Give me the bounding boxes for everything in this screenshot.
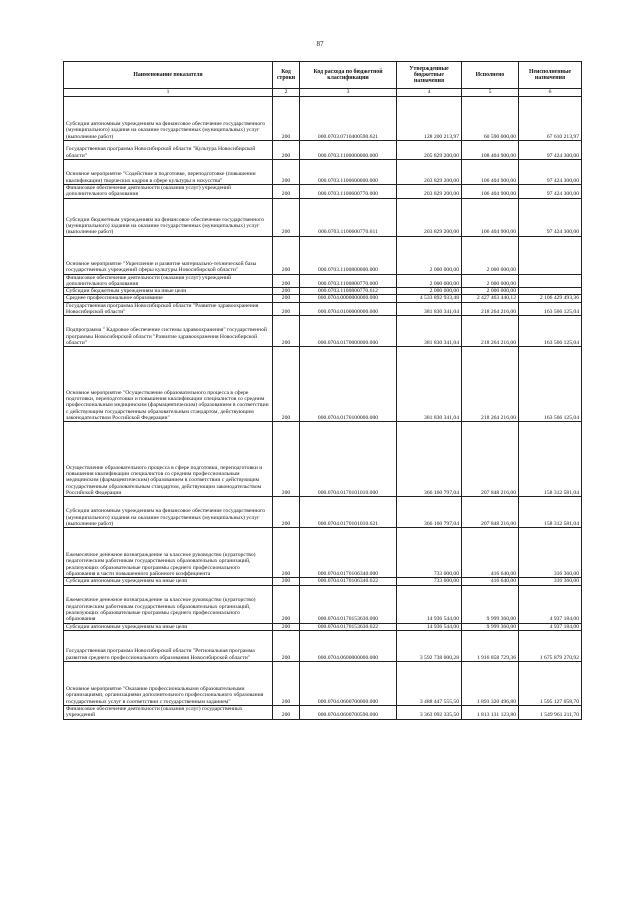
table-row — [64, 295, 582, 302]
row-name: Субсидии автономным учреждениям на финансовое обеспечение государственного (муниципального) задания на оказание государственных (муниципальных) услуг (выполнение работ) — [64, 97, 273, 141]
row-line-code: 200 — [273, 497, 300, 528]
row-unexecuted: 97 424 300,00 — [519, 198, 582, 236]
table-row — [64, 288, 582, 295]
row-name: Субсидии автономным учреждениям на финансовое обеспечение государственного (муниципального) задания на оказание государственных (муниципальных) услуг (выполнение работ) — [64, 497, 273, 528]
column-number: 6 — [519, 89, 582, 97]
row-approved: 203 829 200,00 — [397, 198, 462, 236]
row-budget-code: 000.0703.1100800770.612 — [300, 288, 397, 295]
row-approved: 381 830 341,04 — [397, 316, 462, 347]
row-executed: 416 640,00 — [462, 578, 519, 585]
table-row — [64, 185, 582, 199]
row-approved: 366 160 797,04 — [397, 497, 462, 528]
row-name: Финансовое обеспечение деятельности (оказания услуг) учреждений дополнительного образования — [64, 274, 273, 288]
row-executed: 1 893 320 496,80 — [462, 661, 519, 705]
row-name: Среднее профессиональное образование — [64, 295, 273, 302]
row-approved: 14 936 544,00 — [397, 585, 462, 623]
row-unexecuted: 163 566 125,04 — [519, 302, 582, 316]
row-name: Государственная программа Новосибирской области "Региональная программа развития среднего профессионального образования Новосибирской области" — [64, 630, 273, 661]
row-budget-code: 000.0704.0600700590.000 — [300, 705, 397, 719]
table-row — [64, 623, 582, 630]
table-row — [64, 274, 582, 288]
row-executed: 2 427 463 440,12 — [462, 295, 519, 302]
row-executed: 207 848 216,00 — [462, 422, 519, 497]
row-budget-code: 000.0704.0600000000.000 — [300, 630, 397, 661]
header-name: Наименование показателя — [64, 62, 273, 89]
row-budget-code: 000.0704.0170101010.621 — [300, 497, 397, 528]
table-row — [64, 630, 582, 661]
row-approved: 381 830 341,04 — [397, 302, 462, 316]
row-approved: 733 000,00 — [397, 578, 462, 585]
table-row — [64, 347, 582, 422]
header-unexecuted: Неисполненные назначения — [519, 62, 582, 89]
table-row — [64, 497, 582, 528]
row-executed: 9 999 360,00 — [462, 585, 519, 623]
row-name: Финансовое обеспечение деятельности (оказания услуг) учреждений дополнительного образования — [64, 185, 273, 199]
row-name: Субсидии бюджетным учреждениям на иные цели — [64, 288, 273, 295]
row-line-code: 200 — [273, 295, 300, 302]
row-approved: 203 829 200,00 — [397, 185, 462, 199]
row-name: Основное мероприятие "Укрепление и развитие материально-технической базы государственных учреждений сферы культуры Новосибирской области" — [64, 236, 273, 274]
row-line-code: 200 — [273, 528, 300, 578]
header-budget-code: Код расхода по бюджетной классификации — [300, 62, 397, 89]
row-unexecuted: 67 610 213,97 — [519, 97, 582, 141]
row-unexecuted: 163 566 125,04 — [519, 316, 582, 347]
row-executed: 207 848 216,00 — [462, 497, 519, 528]
row-name: Субсидии автономным учреждениям на иные цели — [64, 623, 273, 630]
row-budget-code: 000.0703.1100600770.000 — [300, 185, 397, 199]
row-name: Ежемесячное денежное вознаграждение за классное руководство (кураторство) педагогическим работникам государственных образовательных организаций, реализующих образовательные программы среднего профессионального образования в части повышенного районного коэффициента — [64, 528, 273, 578]
row-unexecuted — [519, 274, 582, 288]
row-line-code: 200 — [273, 630, 300, 661]
row-budget-code: 000.0704.0000000000.000 — [300, 295, 397, 302]
row-executed: 1 916 858 729,36 — [462, 630, 519, 661]
row-line-code: 200 — [273, 97, 300, 141]
row-name: Подпрограмма " Кадровое обеспечение системы здравоохранения" государственной программы Новосибирской области "Развитие здравоохранения Новосибирской области" — [64, 316, 273, 347]
table-row — [64, 198, 582, 236]
row-budget-code: 000.0703.1100000000.000 — [300, 141, 397, 160]
row-executed: 106 404 900,00 — [462, 185, 519, 199]
row-budget-code: 000.0703.0710400590.621 — [300, 97, 397, 141]
row-name: Основное мероприятие "Содействие в подготовке, переподготовке (повышении квалификации) творческих кадров в сфере культуры и искусства" — [64, 160, 273, 185]
header-approved: Утвержденные бюджетные назначения — [397, 62, 462, 89]
row-unexecuted: 163 566 125,04 — [519, 347, 582, 422]
column-number: 1 — [64, 89, 273, 97]
row-executed: 2 000 000,00 — [462, 274, 519, 288]
row-approved: 3 488 447 555,50 — [397, 661, 462, 705]
row-unexecuted — [519, 288, 582, 295]
row-executed: 218 264 216,00 — [462, 302, 519, 316]
row-budget-code: 000.0703.1100600770.611 — [300, 198, 397, 236]
row-line-code: 200 — [273, 585, 300, 623]
header-row — [64, 62, 582, 89]
row-approved: 381 830 341,04 — [397, 347, 462, 422]
row-line-code: 200 — [273, 236, 300, 274]
header-line-code: Код строки — [273, 62, 300, 89]
page-number: 87 — [316, 40, 324, 48]
row-line-code: 200 — [273, 661, 300, 705]
table-row — [64, 422, 582, 497]
row-approved: 203 829 200,00 — [397, 160, 462, 185]
table-row — [64, 97, 582, 141]
row-unexecuted: 97 424 300,00 — [519, 160, 582, 185]
row-unexecuted: 316 360,00 — [519, 578, 582, 585]
row-executed: 9 999 360,00 — [462, 623, 519, 630]
row-budget-code: 000.0704.0170000000.000 — [300, 316, 397, 347]
row-unexecuted: 97 424 300,00 — [519, 185, 582, 199]
row-line-code: 200 — [273, 422, 300, 497]
row-approved: 733 000,00 — [397, 528, 462, 578]
row-budget-code: 000.0703.1100800000.000 — [300, 236, 397, 274]
table-row — [64, 705, 582, 719]
table-row — [64, 528, 582, 578]
row-approved: 4 533 892 933,48 — [397, 295, 462, 302]
row-unexecuted: 1 595 127 058,70 — [519, 661, 582, 705]
row-unexecuted: 97 424 300,00 — [519, 141, 582, 160]
row-line-code: 200 — [273, 302, 300, 316]
row-approved: 205 829 200,00 — [397, 141, 462, 160]
row-unexecuted: 1 549 961 211,70 — [519, 705, 582, 719]
column-number: 3 — [300, 89, 397, 97]
row-unexecuted — [519, 236, 582, 274]
row-name: Субсидии бюджетным учреждениям на финансовое обеспечение государственного (муниципального) задания на оказание государственных (муниципальных) услуг (выполнение работ) — [64, 198, 273, 236]
column-number: 4 — [397, 89, 462, 97]
row-unexecuted: 158 312 581,04 — [519, 422, 582, 497]
row-approved: 128 200 213,97 — [397, 97, 462, 141]
row-line-code: 200 — [273, 198, 300, 236]
row-line-code: 200 — [273, 141, 300, 160]
row-approved: 2 000 000,00 — [397, 274, 462, 288]
row-executed: 416 640,00 — [462, 528, 519, 578]
row-approved: 2 000 000,00 — [397, 288, 462, 295]
column-number-row — [64, 89, 582, 97]
row-line-code: 200 — [273, 705, 300, 719]
row-executed: 60 590 000,00 — [462, 97, 519, 141]
row-unexecuted: 316 360,00 — [519, 528, 582, 578]
row-executed: 2 000 000,00 — [462, 288, 519, 295]
row-unexecuted: 2 106 429 493,36 — [519, 295, 582, 302]
table-row — [64, 302, 582, 316]
row-executed: 1 813 131 123,80 — [462, 705, 519, 719]
row-approved: 14 936 544,00 — [397, 623, 462, 630]
row-unexecuted: 4 937 184,00 — [519, 623, 582, 630]
row-line-code: 200 — [273, 316, 300, 347]
row-executed: 108 404 900,00 — [462, 141, 519, 160]
row-line-code: 200 — [273, 160, 300, 185]
row-unexecuted: 158 312 581,04 — [519, 497, 582, 528]
row-executed: 218 264 216,00 — [462, 347, 519, 422]
table-row — [64, 661, 582, 705]
row-line-code: 200 — [273, 347, 300, 422]
row-line-code: 200 — [273, 185, 300, 199]
row-name: Ежемесячное денежное вознаграждение за классное руководство (кураторство) педагогическим работникам государственных образовательных организаций, реализующих образовательные программы среднего профессионального образования — [64, 585, 273, 623]
row-name: Осуществление образовательного процесса в сфере подготовки, переподготовки и повышения квалификации специалистов со средним профессиональным медицинским (фармацевтическим) образованием в соответствии с действующим государственным образовательным стандартом, действующим законодательством Российской Федерации — [64, 422, 273, 497]
row-approved: 366 160 797,04 — [397, 422, 462, 497]
row-name: Основное мероприятие "Осуществление образовательного процесса в сфере подготовки, переподготовки и повышения квалификации специалистов со средним профессиональным медицинским (фармацевтическим) образованием в соответствии с действующим государственным образовательным стандартом, действующим законодательством Российской Федерации" — [64, 347, 273, 422]
row-executed: 106 404 900,00 — [462, 198, 519, 236]
row-line-code: 200 — [273, 288, 300, 295]
row-line-code: 200 — [273, 578, 300, 585]
table-row — [64, 316, 582, 347]
row-name: Основное мероприятие "Оказание профессиональными образовательными организациями, организациями дополнительного профессионального образования государственных услуг в соответствии с государственным заданием" — [64, 661, 273, 705]
row-budget-code: 000.0704.0170101010.000 — [300, 422, 397, 497]
row-approved: 3 363 092 335,50 — [397, 705, 462, 719]
column-number: 2 — [273, 89, 300, 97]
row-executed: 106 404 900,00 — [462, 160, 519, 185]
row-name: Финансовое обеспечение деятельности (оказания услуг) государственных учреждений — [64, 705, 273, 719]
row-line-code: 200 — [273, 623, 300, 630]
row-budget-code: 000.0704.0170100000.000 — [300, 347, 397, 422]
row-name: Государственная программа Новосибирской области "Культура Новосибирской области" — [64, 141, 273, 160]
row-budget-code: 000.0704.0100000000.000 — [300, 302, 397, 316]
row-budget-code: 000.0703.1100800770.000 — [300, 274, 397, 288]
row-name: Субсидии автономным учреждениям на иные цели — [64, 578, 273, 585]
row-budget-code: 000.0704.0600700000.000 — [300, 661, 397, 705]
table-row — [64, 585, 582, 623]
row-budget-code: 000.0704.0170153630.622 — [300, 623, 397, 630]
row-budget-code: 000.0703.1100600000.000 — [300, 160, 397, 185]
row-approved: 2 000 000,00 — [397, 236, 462, 274]
row-unexecuted: 1 675 879 270,92 — [519, 630, 582, 661]
row-line-code: 200 — [273, 274, 300, 288]
row-unexecuted: 4 937 184,00 — [519, 585, 582, 623]
table-row — [64, 141, 582, 160]
row-executed: 218 264 216,00 — [462, 316, 519, 347]
row-approved: 3 592 738 000,28 — [397, 630, 462, 661]
row-budget-code: 000.0704.0170106340.000 — [300, 528, 397, 578]
table-row — [64, 160, 582, 185]
row-budget-code: 000.0704.0170153630.000 — [300, 585, 397, 623]
row-budget-code: 000.0704.0170106340.622 — [300, 578, 397, 585]
table-row — [64, 578, 582, 585]
column-number: 5 — [462, 89, 519, 97]
header-executed: Исполнено — [462, 62, 519, 89]
row-name: Государственная программа Новосибирской области "Развитие здравоохранения Новосибирской области" — [64, 302, 273, 316]
row-executed: 2 000 000,00 — [462, 236, 519, 274]
budget-execution-table — [63, 61, 582, 720]
table-row — [64, 236, 582, 274]
